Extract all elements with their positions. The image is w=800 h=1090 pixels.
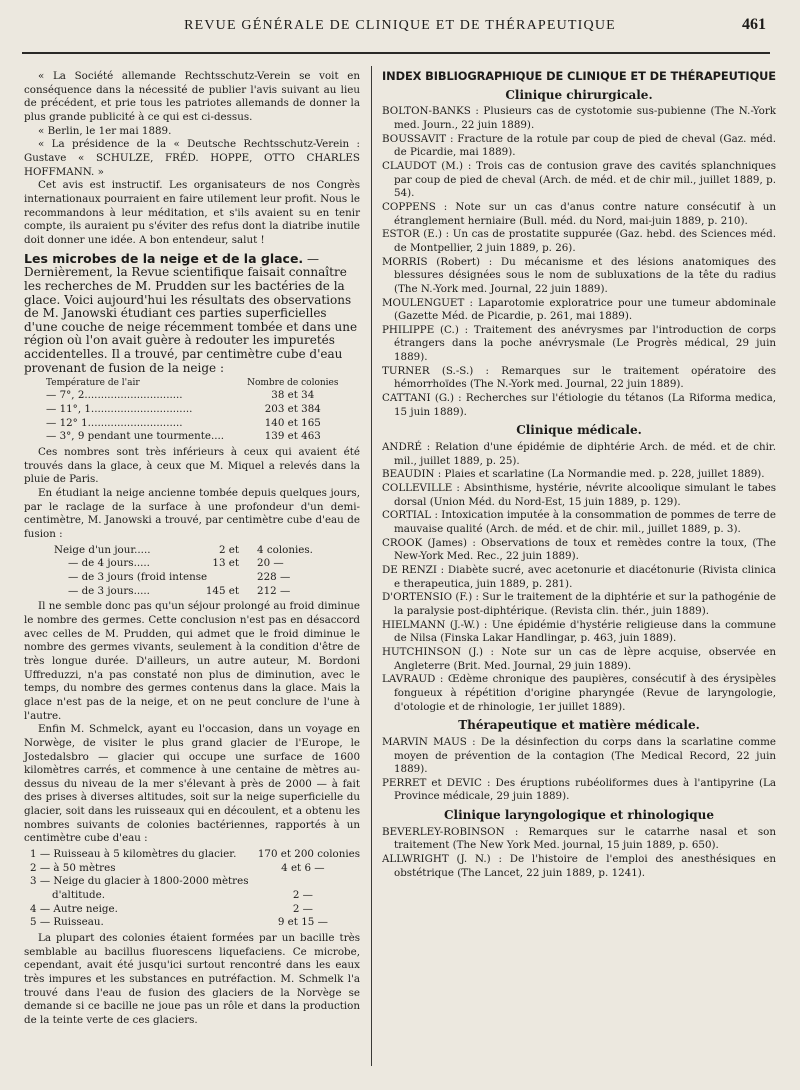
article-block [24, 252, 360, 376]
bibliography-entry: D'ORTENSIO (F.) : Sur le traitement de la diphtérie et sur la pathogénie de la paralysie post-diphtérique. (Revista clin. thér., juin 1889). [382, 591, 776, 617]
bibliography-entry: MARVIN MAUS : De la désinfection du corps dans la scarlatine comme moyen de prévention de la contagion (The Medical Record, 22 juin 1889). [382, 735, 776, 776]
header-rule [22, 52, 770, 54]
table-row [24, 417, 360, 431]
bibliography-entry: COLLEVILLE : Absinthisme, hystérie, névrite alcoolique simulant le tabes dorsal (Union Méd. du Nord-Est, 15 juin 1889, p. 129). [382, 482, 776, 508]
bibliography-entry: BOUSSAVIT : Fracture de la rotule par coup de pied de cheval (Gaz. méd. de Picardie, mai 1889). [382, 132, 776, 159]
table-cell: — de 3 jours..... [68, 584, 150, 597]
bibliography-entry: BEVERLEY-ROBINSON : Remarques sur le catarrhe nasal et son traitement (The New York Med. journal, 15 juin 1889, p. 650). [382, 825, 776, 852]
bibliography-entry: MORRIS (Robert) : Du mécanisme et des lésions anatomiques des blessures désignées sous le nom de subluxations de la tête du radius (The N.-York med. Journal, 22 juin 1889). [382, 255, 776, 295]
table-row [24, 403, 360, 417]
table-row [24, 544, 360, 558]
paragraph: La plupart des colonies étaient formées par un bacille très semblable au bacillus fluorescens liquefaciens. Ce microbe, cependant, avait été jusqu'ici surtout rencontré dans les eaux très impures et les substances en putréfaction. M. Schmelk l'a trouvé dans l'eau de fusion des glaciers de la Norvège se demande si ce bacille ne joue pas un rôle et dans la production de la teinte verte de ces glaciers. [24, 932, 360, 1026]
page-number: 461 [742, 16, 766, 33]
bibliography-entry: ANDRÉ : Relation d'une épidémie de diphtérie Arch. de méd. et de chir. mil., juillet 1889, p. 25). [382, 441, 776, 467]
table-cell: 4 — Autre neige. [30, 902, 118, 915]
table-header: Température de l'air [46, 378, 140, 389]
table-cell: 212 — [257, 584, 291, 597]
table-cell: 139 et 463 [264, 430, 321, 443]
paragraph: « Berlin, le 1er mai 1889. [38, 124, 172, 137]
bibliography-entry: COPPENS : Note sur un cas d'anus contre nature consécutif à un étranglement herniaire (Bull. méd. du Nord, mai-juin 1889, p. 210). [382, 200, 776, 227]
table-cell: 38 et 34 [271, 389, 315, 402]
table-header: Nombre de colonies [247, 378, 339, 389]
table-row [24, 571, 360, 585]
table-cell: 2 — à 50 mètres [30, 861, 116, 874]
table-row [24, 389, 360, 403]
paragraph: « La Société allemande Rechtsschutz-Verein se voit en conséquence dans la nécessité de publier l'avis suivant au lieu de précédent, et prie tous les patriotes allemands de donner la plus grande publicité à ce qui est ci-dessus. [24, 70, 360, 123]
table-row [24, 557, 360, 571]
snow-age-table [24, 544, 360, 599]
running-header [30, 14, 770, 40]
table-row [24, 430, 360, 444]
bibliography-entry: HUTCHINSON (J.) : Note sur un cas de lèpre acquise, observée en Angleterre (Brit. Med. Journal, 29 juin 1889). [382, 645, 776, 672]
table-cell: — de 3 jours (froid intense [68, 570, 208, 583]
table-cell: 20 — [257, 557, 284, 570]
table-cell: 170 et 200 colonies [257, 848, 360, 861]
table-row [24, 848, 360, 862]
paragraph: Ces nombres sont très inférieurs à ceux qui avaient été trouvés dans la glace, à ceux que M. Miquel a relevés dans la pluie de Paris. [24, 446, 360, 486]
bibliography-entry: MOULENGUET : Laparotomie exploratrice pour une tumeur abdominale (Gazette Méd. de Picardie, p. 261, mai 1889). [382, 296, 776, 323]
table-row [24, 585, 360, 599]
column-divider [371, 66, 372, 1066]
table-cell: 2 — [292, 889, 313, 902]
table-row [24, 875, 360, 889]
table-cell: 9 et 15 — [277, 916, 328, 929]
paragraph: Enfin M. Schmelck, ayant eu l'occasion, dans un voyage en Norwège, de visiter le plus grand glacier de l'Europe, le Jostedalsbro — glacier qui occupe une surface de 1600 kilomètres carrés, et commence à une centaine de mètres au-dessus du niveau de la mer s'élevant à près de 2000 — à fait des prises à diverses altitudes, soit sur la neige superficielle du glacier, soit dans les ruisseaux qui en découlent, et a obtenu les nombres suivants de colonies bactériennes, rapportés à un centimètre cube d'eau : [24, 723, 360, 845]
table-cell: 2 — [292, 902, 313, 915]
section-title: Thérapeutique et matière médicale. [458, 718, 700, 733]
section-clinique-medicale [382, 424, 776, 714]
journal-title: REVUE GÉNÉRALE DE CLINIQUE ET DE THÉRAPEUTIQUE [184, 18, 616, 33]
table-cell: 13 et [212, 557, 240, 570]
paragraph: Cet avis est instructif. Les organisateurs de nos Congrès internationaux pourraient en faire utilement leur profit. Nous le recommandons à leur méditation, et s'ils avaient su en tenir compte, ils auraient pu s'éviter des refus dont la diatribe inutile doit donner une idée. A bon entendeur, salut ! [24, 179, 360, 246]
bibliography-entry: DE RENZI : Diabète sucré, avec acetonurie et diacétonurie (Rivista clinica e therapeutica, juin 1889, p. 281). [382, 563, 776, 590]
section-title: Clinique chirurgicale. [505, 87, 653, 102]
table-cell: 3 — Neige du glacier à 1800-2000 mètres [30, 875, 249, 888]
table-cell: — 3°, 9 pendant une tourmente.... [46, 430, 225, 443]
table-row [24, 903, 360, 917]
bibliography-entry: CLAUDOT (M.) : Trois cas de contusion grave des cavités splanchniques par coup de pied de cheval (Arch. de méd. et de chir mil., juillet 1889, p. 54). [382, 159, 776, 200]
temperature-table [24, 378, 360, 444]
table-cell: 228 — [257, 570, 291, 583]
table-cell: Neige d'un jour..... [54, 543, 151, 556]
section-title: Clinique laryngologique et rhinologique [443, 808, 715, 823]
bibliography-entry: ESTOR (E.) : Un cas de prostatite suppurée (Gaz. hebd. des Sciences méd. de Montpellier, 2 juin 1889, p. 26). [382, 228, 776, 254]
right-column [382, 70, 776, 880]
table-cell: 140 et 165 [264, 416, 321, 429]
paragraph: Il ne semble donc pas qu'un séjour prolongé au froid diminue le nombre des germes. Cette conclusion n'est pas en désaccord avec celles de M. Prudden, qui admet que le froid diminue le nombre des germes vivants, seulement à la condition d'être de très longue durée. D'ailleurs, un autre auteur, M. Bordoni Uffreduzzi, n'a pas constaté non plus de diminution, avec le temps, du nombre des germes contenus dans la glace. Mais la glace n'est pas de la neige, et on ne peut conclure de l'une à l'autre. [24, 600, 360, 722]
bibliography-entry: CATTANI (G.) : Recherches sur l'étiologie du tétanos (La Riforma medica, 15 juin 1889). [382, 392, 776, 418]
bibliography-entry: TURNER (S.-S.) : Remarques sur le traitement opératoire des hémorrhoïdes (The N.-York med. Journal, 22 juin 1889). [382, 364, 776, 391]
table-cell: — 12° 1............................. [46, 416, 183, 429]
bibliography-entry: BOLTON-BANKS : Plusieurs cas de cystotomie sus-pubienne (The N.-York med. Journ., 22 juin 1889). [382, 105, 776, 131]
section-clinique-chirurgicale [382, 89, 776, 420]
table-cell: 4 colonies. [257, 543, 313, 556]
bibliography-entry: ALLWRIGHT (J. N.) : De l'histoire de l'emploi des anesthésiques en obstétrique (The Lancet, 22 juin 1889, p. 1241). [382, 853, 776, 879]
paragraph: — Dernièrement, la Revue scientifique faisait connaître les recherches de M. Prudden sur les bactéries de la glace. Voici aujourd'hui les résultats des observations de M. Janowski étudiant ces parties superficielles d'une couche de neige récemment tombée et dans une région où l'on avait guère à redouter les impuretés accidentelles. Il a trouvé, par centimètre cube d'eau provenant de fusion de la neige : [24, 251, 358, 375]
table-row [24, 862, 360, 876]
table-cell: — de 4 jours..... [68, 557, 150, 570]
table-cell: — 11°, 1............................... [46, 403, 193, 416]
bibliography-entry: HIELMANN (J.-W.) : Une épidémie d'hystérie religieuse dans la commune de Nilsa (Finska Lakar Handlingar, p. 463, juin 1889). [382, 618, 776, 645]
bibliography-entry: PERRET et DEVIC : Des éruptions rubéoliformes dues à l'antipyrine (La Province médicale, 29 juin 1889). [382, 776, 776, 803]
article-heading: Les microbes de la neige et de la glace. [24, 250, 304, 266]
section-title: Clinique médicale. [516, 423, 642, 438]
bibliography-entry: LAVRAUD : Œdème chronique des paupières, consécutif à des érysipèles fongueux à répétition d'origine pharyngée (Revue de laryngologie, d'otologie et de rhinologie, 1er juillet 1889). [382, 673, 776, 713]
table-cell: 2 et [218, 543, 240, 556]
table-cell: d'altitude. [52, 889, 106, 902]
table-row [24, 889, 360, 903]
table-cell: 1 — Ruisseau à 5 kilomètres du glacier. [30, 848, 237, 861]
glacier-table [24, 848, 360, 930]
table-cell: 203 et 384 [264, 403, 321, 416]
bibliography-entry: CORTIAL : Intoxication imputée à la consommation de pommes de terre de mauvaise qualité (Arch. de méd. et de chir. mil., juillet 1889, p. 3). [382, 509, 776, 535]
index-title: INDEX BIBLIOGRAPHIQUE DE CLINIQUE ET DE THÉRAPEUTIQUE [382, 69, 776, 83]
paragraph: « La présidence de la « Deutsche Rechtsschutz-Verein : Gustave « SCHULZE, FRÉD. HOPPE, OTTO CHARLES HOFFMANN. » [24, 138, 360, 178]
table-cell: 4 et 6 — [281, 861, 325, 874]
bibliography-entry: CROOK (James) : Observations de toux et remèdes contre la toux, (The New-York Med. Rec., 22 juin 1889). [382, 536, 776, 563]
section-therapeutique [382, 719, 776, 804]
bibliography-entry: PHILIPPE (C.) : Traitement des anévrysmes par l'introduction de corps étrangers dans la poche anévrysmale (Le Progrès médical, 29 juin 1889). [382, 323, 776, 364]
table-cell: 145 et [205, 584, 240, 597]
section-clinique-laryngologique [382, 809, 776, 880]
table-cell: 5 — Ruisseau. [30, 916, 104, 929]
table-cell: — 7°, 2.............................. [46, 389, 183, 402]
bibliography-entry: BEAUDIN : Plaies et scarlatine (La Normandie med. p. 228, juillet 1889). [382, 468, 765, 481]
paragraph: En étudiant la neige ancienne tombée depuis quelques jours, par le raclage de la surface à une profondeur d'un demi-centimètre, M. Janowski a trouvé, par centimètre cube d'eau de fusion : [24, 487, 360, 540]
left-column [24, 70, 360, 1028]
table-row [24, 916, 360, 930]
